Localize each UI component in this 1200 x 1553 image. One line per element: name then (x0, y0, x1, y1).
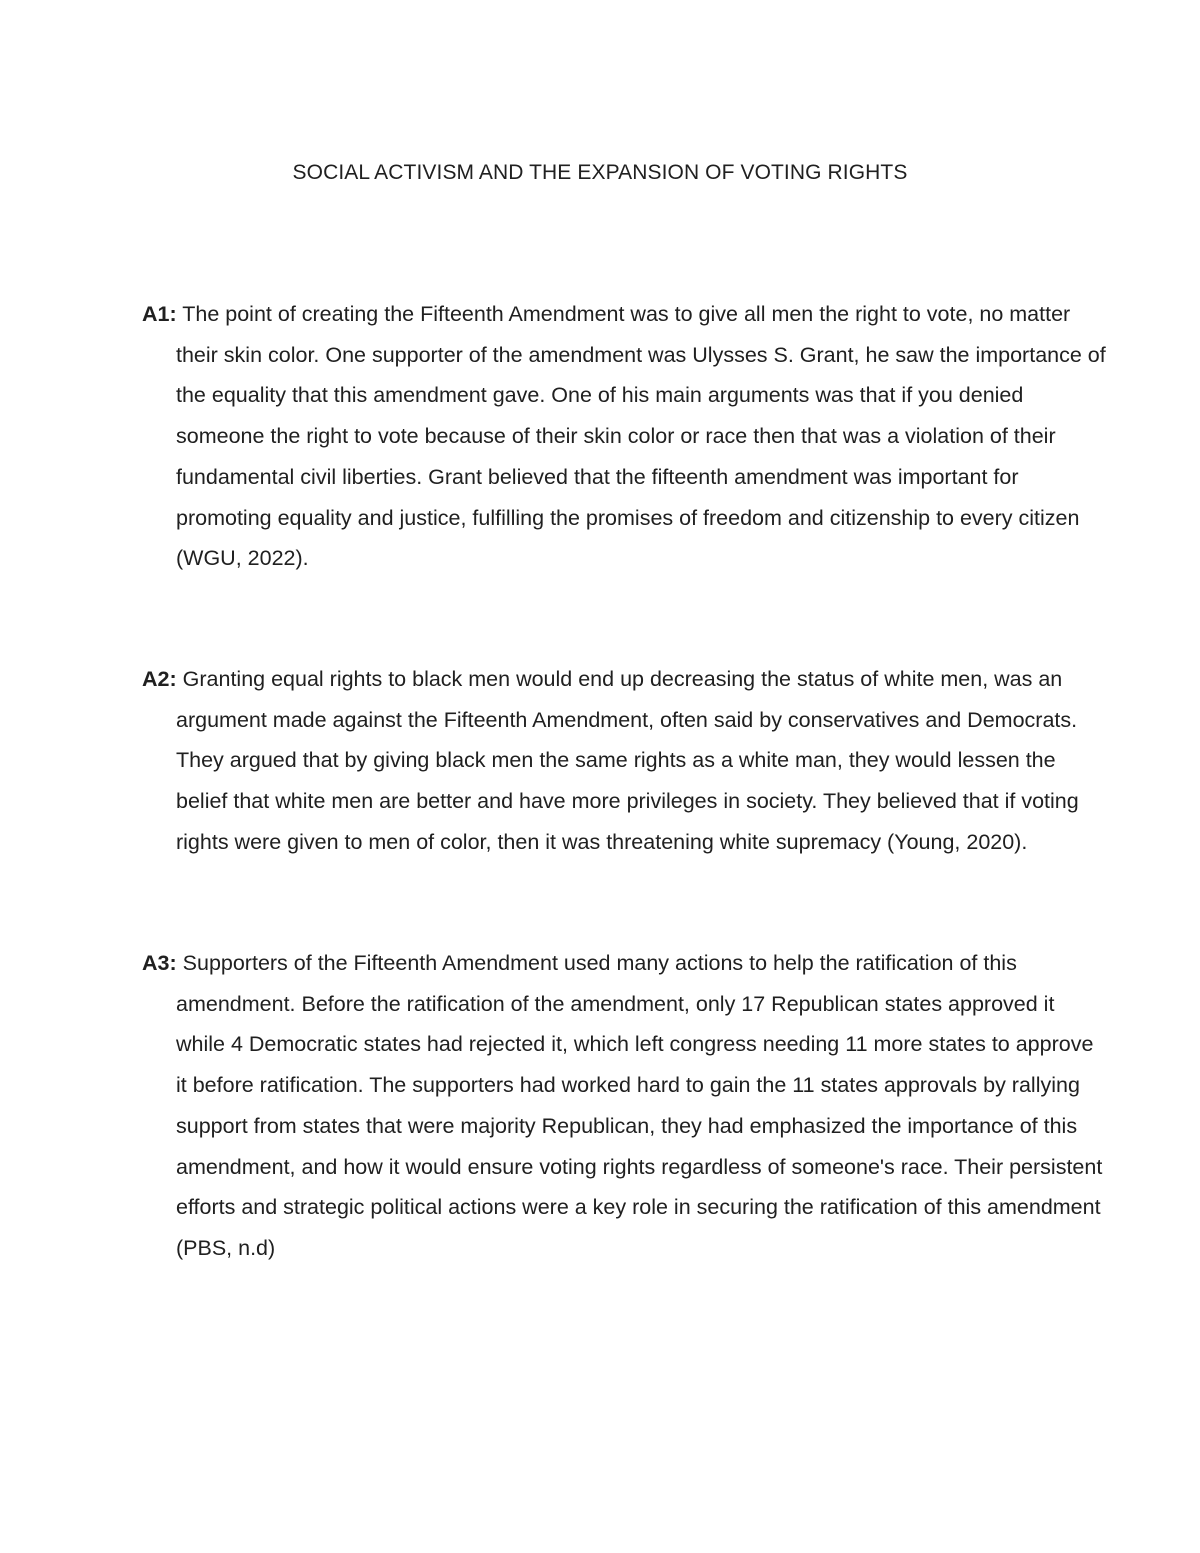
answer-a2 (142, 659, 1106, 863)
answer-text: Granting equal rights to black men would end up decreasing the status of white men, was an argument made against the Fifteenth Amendment, often said by conservatives and Democrats. They argued that by giving black men the same rights as a white man, they would lessen the belief that white men are better and have more privileges in society. They believed that if voting rights were given to men of color, then it was threatening white supremacy (Young, 2020). (176, 667, 1079, 854)
answer-a1 (142, 294, 1106, 579)
answer-text: The point of creating the Fifteenth Amendment was to give all men the right to vote, no matter their skin color. One supporter of the amendment was Ulysses S. Grant, he saw the importance of the equality that this amendment gave. One of his main arguments was that if you denied someone the right to vote because of their skin color or race then that was a violation of their fundamental civil liberties. Grant believed that the fifteenth amendment was important for promoting equality and justice, fulfilling the promises of freedom and citizenship to every citizen (WGU, 2022). (176, 302, 1106, 571)
answer-label: A2: (142, 667, 177, 691)
answer-a3 (142, 943, 1106, 1269)
answer-label: A3: (142, 951, 177, 975)
answer-text: Supporters of the Fifteenth Amendment used many actions to help the ratification of this amendment. Before the ratification of the amendment, only 17 Republican states approved it while 4 Democratic states had rejected it, which left congress needing 11 more states to approve it before ratification. The supporters had worked hard to gain the 11 states approvals by rallying support from states that were majority Republican, they had emphasized the importance of this amendment, and how it would ensure voting rights regardless of someone's race. Their persistent efforts and strategic political actions were a key role in securing the ratification of this amendment (PBS, n.d) (176, 951, 1103, 1260)
answer-label: A1: (142, 302, 177, 326)
document-title: SOCIAL ACTIVISM AND THE EXPANSION OF VOTING RIGHTS (292, 161, 908, 184)
